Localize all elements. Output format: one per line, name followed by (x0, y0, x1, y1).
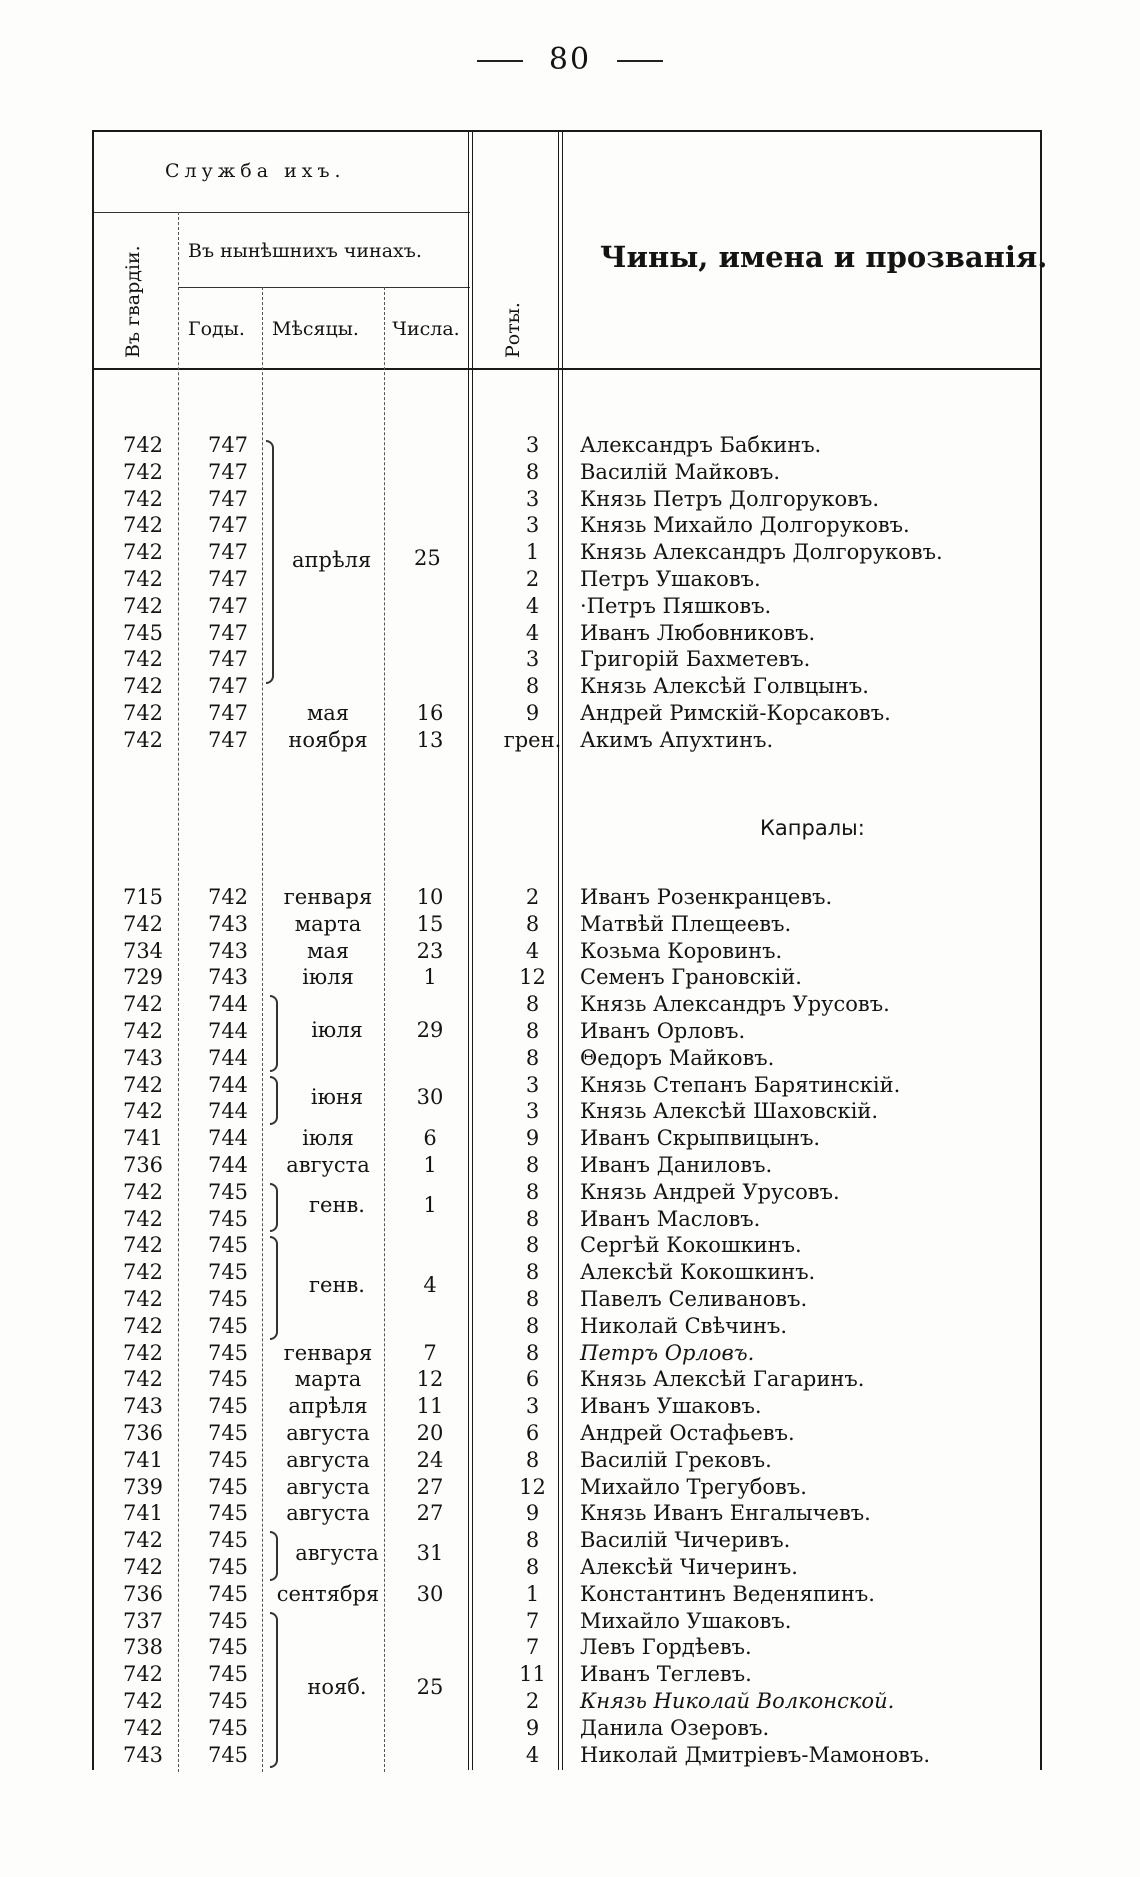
group-month-april: апрѣля (292, 548, 372, 572)
rank-year-cell: 744 (207, 992, 249, 1017)
rank-year-cell: 745 (207, 1608, 249, 1633)
company-cell: 9 (525, 1126, 540, 1151)
name-cell: Алексѣй Кокошкинъ. (580, 1260, 816, 1285)
guard-year-cell: 742 (122, 513, 164, 538)
name-cell: Князь Степанъ Барятинскій. (580, 1072, 901, 1097)
company-cell: 3 (525, 486, 540, 511)
guard-year-cell: 742 (122, 1528, 164, 1553)
rank-year-cell: 745 (207, 1313, 249, 1338)
rank-year-cell: 747 (207, 513, 249, 538)
company-cell: 4 (525, 1742, 540, 1767)
group-month: нояб. (307, 1675, 367, 1699)
company-cell: 8 (525, 1528, 540, 1553)
company-cell: 3 (525, 433, 540, 457)
day-cell: 6 (423, 1126, 437, 1151)
rank-year-cell: 745 (207, 1287, 249, 1311)
name-cell: Павелъ Селивановъ. (580, 1287, 808, 1311)
left-border (92, 130, 94, 1770)
company-cell: 2 (525, 567, 540, 591)
col-sep-days-a (468, 130, 469, 1770)
name-cell: Матвѣй Плещеевъ. (580, 911, 792, 936)
company-cell: 8 (525, 459, 540, 484)
group-month: генв. (309, 1192, 365, 1217)
name-cell: Князь Алексѣй Гагаринъ. (580, 1367, 865, 1392)
name-cell: Князь Александръ Долгоруковъ. (580, 540, 943, 565)
guard-year-cell: 742 (122, 1313, 164, 1338)
guard-year-cell: 742 (122, 540, 164, 565)
company-cell: 4 (525, 620, 540, 645)
guard-year-cell: 734 (122, 938, 164, 963)
name-cell: Иванъ Ушаковъ. (580, 1394, 762, 1419)
header-bottom-rule (92, 368, 1040, 370)
month-cell: августа (286, 1447, 370, 1472)
company-cell: грен. (503, 727, 562, 752)
guard-year-cell: 742 (122, 1206, 164, 1231)
company-cell: 8 (525, 1179, 540, 1204)
name-cell: Григорій Бахметевъ. (580, 647, 811, 672)
header-names-title: Чины, имена и прозванія. (600, 240, 1048, 274)
company-cell: 8 (525, 1233, 540, 1258)
rank-year-cell: 744 (207, 1126, 249, 1151)
group-day: 30 (416, 1085, 444, 1110)
rank-year-cell: 745 (207, 1447, 249, 1472)
header-companies: Роты. (502, 302, 524, 358)
name-cell: Князь Иванъ Енгалычевъ. (580, 1501, 871, 1526)
name-cell: Василій Майковъ. (580, 459, 781, 484)
rank-year-cell: 745 (207, 1528, 249, 1553)
guard-year-cell: 737 (122, 1608, 164, 1633)
guard-year-cell: 743 (122, 1742, 164, 1767)
day-cell: 1 (423, 965, 437, 990)
day-cell: 15 (416, 911, 444, 936)
name-cell: Левъ Гордѣевъ. (580, 1635, 752, 1660)
name-cell: Василій Грековъ. (580, 1447, 772, 1472)
group-day-april: 25 (414, 546, 441, 570)
group-day: 25 (416, 1675, 444, 1699)
day-cell: 13 (416, 727, 444, 752)
rank-year-cell: 745 (207, 1581, 249, 1606)
name-cell: Иванъ Скрыпвицынъ. (580, 1126, 821, 1151)
rank-year-cell: 744 (207, 1072, 249, 1097)
company-cell: 8 (525, 1045, 540, 1070)
guard-year-cell: 742 (122, 1072, 164, 1097)
rank-year-cell: 745 (207, 1715, 249, 1740)
company-cell: 8 (525, 1287, 540, 1311)
name-cell: Петръ Орловъ. (580, 1340, 755, 1365)
dash-right (617, 60, 663, 62)
rank-year-cell: 747 (207, 727, 249, 752)
day-cell: 16 (416, 701, 444, 725)
rank-year-cell: 747 (207, 486, 249, 511)
guard-year-cell: 738 (122, 1635, 164, 1660)
name-cell: Князь Николай Волконской. (580, 1689, 895, 1713)
rank-year-cell: 744 (207, 1153, 249, 1177)
name-cell: Князь Петръ Долгоруковъ. (580, 486, 880, 511)
col-sep-years (262, 287, 263, 1772)
guard-year-cell: 742 (122, 911, 164, 936)
name-cell: Акимъ Апухтинъ. (580, 727, 774, 752)
company-cell: 7 (525, 1608, 540, 1633)
group-brace (270, 1183, 278, 1233)
name-cell: Князь Алексѣй Шаховскій. (580, 1099, 879, 1124)
guard-year-cell: 742 (122, 1179, 164, 1204)
company-cell: 8 (525, 1555, 540, 1579)
name-cell: Князь Михайло Долгоруковъ. (580, 513, 910, 538)
guard-year-cell: 742 (122, 992, 164, 1017)
guard-year-cell: 742 (122, 1555, 164, 1579)
rank-year-cell: 745 (207, 1555, 249, 1579)
day-cell: 10 (416, 885, 444, 909)
rank-year-cell: 747 (207, 674, 249, 699)
brace-april (266, 440, 274, 684)
month-cell: іюля (302, 965, 354, 990)
guard-year-cell: 742 (122, 1287, 164, 1311)
guard-year-cell: 742 (122, 1689, 164, 1713)
guard-year-cell: 741 (122, 1126, 164, 1151)
company-cell: 1 (525, 540, 540, 565)
guard-year-cell: 742 (122, 701, 164, 725)
month-cell: августа (286, 1153, 370, 1177)
col-sep-days-b (472, 130, 473, 1770)
guard-year-cell: 742 (122, 1715, 164, 1740)
name-cell: Князь Александръ Урусовъ. (580, 992, 890, 1017)
month-cell: ноября (288, 727, 368, 752)
group-brace (270, 995, 278, 1071)
guard-year-cell: 715 (122, 885, 164, 909)
company-cell: 12 (519, 965, 546, 990)
group-brace (270, 1236, 278, 1339)
rank-year-cell: 742 (207, 885, 249, 909)
month-cell: марта (294, 1367, 362, 1392)
month-cell: мая (306, 701, 350, 725)
name-cell: Иванъ Любовниковъ. (580, 620, 816, 645)
company-cell: 1 (525, 1581, 540, 1606)
company-cell: 9 (525, 701, 540, 725)
name-cell: Иванъ Теглевъ. (580, 1662, 752, 1687)
guard-year-cell: 742 (122, 727, 164, 752)
name-cell: Николай Дмитріевъ-Мамоновъ. (580, 1742, 930, 1767)
name-cell: Иванъ Розенкранцевъ. (580, 885, 833, 909)
day-cell: 11 (416, 1394, 444, 1419)
rank-year-cell: 743 (207, 911, 249, 936)
name-cell: Козьма Коровинъ. (580, 938, 783, 963)
rank-year-cell: 745 (207, 1206, 249, 1231)
group-brace (270, 1076, 278, 1126)
rank-year-cell: 745 (207, 1394, 249, 1419)
month-cell: мая (306, 938, 350, 963)
header-months: Мѣсяцы. (272, 318, 359, 340)
name-cell: Сергѣй Кокошкинъ. (580, 1233, 802, 1258)
rank-year-cell: 743 (207, 938, 249, 963)
company-cell: 4 (525, 593, 540, 618)
group-month: іюня (310, 1085, 364, 1110)
day-cell: 23 (416, 938, 444, 963)
name-cell: Петръ Ушаковъ. (580, 567, 761, 591)
company-cell: 9 (525, 1501, 540, 1526)
name-cell: Андрей Римскій-Корсаковъ. (580, 701, 891, 725)
name-cell: Семенъ Грановскій. (580, 965, 802, 990)
guard-year-cell: 741 (122, 1447, 164, 1472)
guard-year-cell: 742 (122, 433, 164, 457)
header-current-ranks: Въ нынѣшнихъ чинахъ. (188, 240, 422, 262)
company-cell: 12 (519, 1474, 546, 1499)
name-cell: Андрей Остафьевъ. (580, 1421, 795, 1445)
company-cell: 8 (525, 1153, 540, 1177)
rank-year-cell: 745 (207, 1260, 249, 1285)
company-cell: 9 (525, 1715, 540, 1740)
guard-year-cell: 729 (122, 965, 164, 990)
top-rule (92, 130, 1040, 132)
name-cell: Иванъ Орловъ. (580, 1019, 746, 1043)
name-cell: Князь Алексѣй Голвцынъ. (580, 674, 869, 699)
company-cell: 8 (525, 1019, 540, 1043)
guard-year-cell: 741 (122, 1501, 164, 1526)
month-cell: августа (286, 1421, 370, 1445)
month-cell: апрѣля (288, 1394, 368, 1419)
company-cell: 11 (519, 1662, 546, 1687)
group-brace (270, 1612, 278, 1769)
company-cell: 3 (525, 1099, 540, 1124)
guard-year-cell: 745 (122, 620, 164, 645)
rank-year-cell: 745 (207, 1421, 249, 1445)
rank-year-cell: 745 (207, 1501, 249, 1526)
day-cell: 30 (416, 1581, 444, 1606)
guard-year-cell: 742 (122, 593, 164, 618)
guard-year-cell: 743 (122, 1045, 164, 1070)
rank-year-cell: 747 (207, 647, 249, 672)
name-cell: Князь Андрей Урусовъ. (580, 1179, 840, 1204)
rank-year-cell: 747 (207, 701, 249, 725)
name-cell: Михайло Трегубовъ. (580, 1474, 807, 1499)
rank-year-cell: 745 (207, 1340, 249, 1365)
company-cell: 2 (525, 1689, 540, 1713)
group-month: генв. (309, 1273, 365, 1297)
name-cell: Константинъ Веденяпинъ. (580, 1581, 875, 1606)
company-cell: 8 (525, 1447, 540, 1472)
guard-year-cell: 742 (122, 647, 164, 672)
guard-year-cell: 736 (122, 1581, 164, 1606)
rank-year-cell: 745 (207, 1662, 249, 1687)
rank-year-cell: 747 (207, 459, 249, 484)
rank-year-cell: 744 (207, 1045, 249, 1070)
rank-year-cell: 745 (207, 1689, 249, 1713)
rank-year-cell: 747 (207, 567, 249, 591)
guard-year-cell: 742 (122, 459, 164, 484)
company-cell: 6 (525, 1367, 540, 1392)
guard-year-cell: 742 (122, 674, 164, 699)
month-cell: генваря (283, 1340, 373, 1365)
guard-year-cell: 742 (122, 1260, 164, 1285)
company-cell: 8 (525, 992, 540, 1017)
current-ranks-rule (178, 287, 470, 288)
rank-year-cell: 745 (207, 1635, 249, 1660)
rank-year-cell: 747 (207, 620, 249, 645)
company-cell: 6 (525, 1421, 540, 1445)
day-cell: 27 (416, 1474, 444, 1499)
company-cell: 3 (525, 1394, 540, 1419)
day-cell: 20 (416, 1421, 444, 1445)
month-cell: сентября (276, 1581, 380, 1606)
col-sep-guard (178, 212, 179, 1772)
name-cell: ·Петръ Пяшковъ. (580, 593, 772, 618)
name-cell: Θедоръ Майковъ. (580, 1045, 775, 1070)
day-cell: 12 (416, 1367, 444, 1392)
rank-year-cell: 747 (207, 593, 249, 618)
company-cell: 3 (525, 513, 540, 538)
group-day: 29 (416, 1018, 444, 1043)
rank-year-cell: 747 (207, 540, 249, 565)
day-cell: 27 (416, 1501, 444, 1526)
rank-year-cell: 745 (207, 1233, 249, 1258)
header-guard: Въ гвардіи. (122, 245, 144, 358)
guard-year-cell: 742 (122, 1233, 164, 1258)
company-cell: 8 (525, 911, 540, 936)
month-cell: іюля (302, 1126, 354, 1151)
rank-year-cell: 744 (207, 1099, 249, 1124)
company-cell: 3 (525, 647, 540, 672)
group-day: 4 (423, 1273, 437, 1297)
month-cell: генваря (283, 885, 373, 909)
guard-year-cell: 739 (122, 1474, 164, 1499)
header-days: Числа. (392, 318, 460, 340)
header-service: Служба ихъ. (165, 160, 346, 182)
rank-year-cell: 745 (207, 1474, 249, 1499)
company-cell: 2 (525, 885, 540, 909)
rank-year-cell: 743 (207, 965, 249, 990)
service-rule (92, 212, 470, 213)
right-border (1040, 130, 1042, 1770)
company-cell: 3 (525, 1072, 540, 1097)
name-cell: Данила Озеровъ. (580, 1715, 770, 1740)
rank-year-cell: 744 (207, 1019, 249, 1043)
guard-year-cell: 742 (122, 1099, 164, 1124)
guard-year-cell: 736 (122, 1153, 164, 1177)
group-day: 1 (423, 1192, 437, 1217)
name-cell: Алексѣй Чичеринъ. (580, 1555, 798, 1579)
page-number (0, 42, 1140, 77)
company-cell: 7 (525, 1635, 540, 1660)
dash-left (477, 60, 523, 62)
group-month: августа (295, 1541, 379, 1565)
rank-year-cell: 745 (207, 1367, 249, 1392)
day-cell: 1 (423, 1153, 437, 1177)
group-day: 31 (416, 1541, 444, 1565)
guard-year-cell: 742 (122, 1662, 164, 1687)
guard-year-cell: 742 (122, 486, 164, 511)
month-cell: августа (286, 1474, 370, 1499)
name-cell: Иванъ Даниловъ. (580, 1153, 773, 1177)
name-cell: Александръ Бабкинъ. (580, 433, 822, 457)
day-cell: 24 (416, 1447, 444, 1472)
guard-year-cell: 742 (122, 567, 164, 591)
guard-year-cell: 742 (122, 1340, 164, 1365)
guard-year-cell: 743 (122, 1394, 164, 1419)
header-years: Годы. (188, 318, 245, 340)
month-cell: августа (286, 1501, 370, 1526)
company-cell: 8 (525, 1340, 540, 1365)
name-cell: Михайло Ушаковъ. (580, 1608, 792, 1633)
company-cell: 8 (525, 1260, 540, 1285)
guard-year-cell: 742 (122, 1019, 164, 1043)
company-cell: 4 (525, 938, 540, 963)
company-cell: 8 (525, 1313, 540, 1338)
name-cell: Николай Свѣчинъ. (580, 1313, 788, 1338)
group-brace (270, 1531, 278, 1581)
month-cell: марта (294, 911, 362, 936)
section-heading-corporals: Капралы: (760, 816, 865, 840)
group-month: іюля (311, 1018, 363, 1043)
guard-year-cell: 742 (122, 1367, 164, 1392)
company-cell: 8 (525, 674, 540, 699)
company-cell: 8 (525, 1206, 540, 1231)
name-cell: Василій Чичеривъ. (580, 1528, 791, 1553)
rank-year-cell: 745 (207, 1742, 249, 1767)
name-cell: Иванъ Масловъ. (580, 1206, 761, 1231)
rank-year-cell: 747 (207, 433, 249, 457)
day-cell: 7 (423, 1340, 437, 1365)
rank-year-cell: 745 (207, 1179, 249, 1204)
page-number-text: 80 (548, 42, 592, 77)
guard-year-cell: 736 (122, 1421, 164, 1445)
